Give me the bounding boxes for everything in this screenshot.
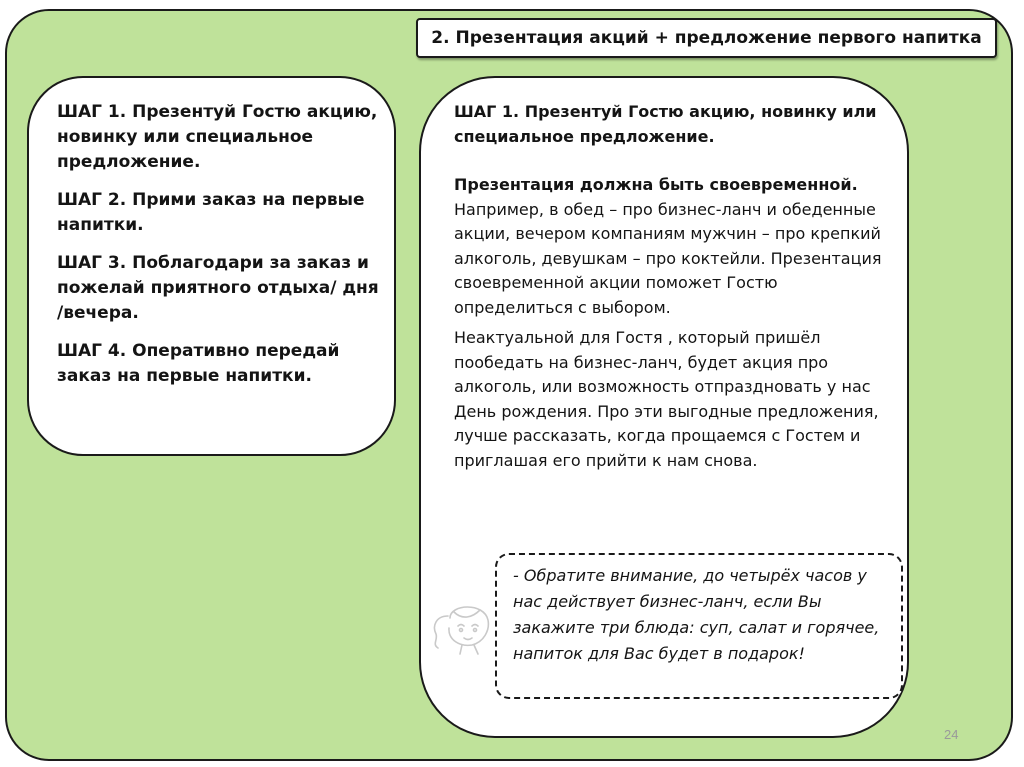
girl-face-icon	[428, 598, 494, 658]
detail-paragraph-1: Например, в обед – про бизнес-ланч и обеденные акции, вечером компаниям мужчин – про крепкий алкоголь, девушкам – про коктейли. Презентация своевременной акции поможет Гостю определиться с выбором.	[454, 199, 882, 317]
detail-paragraph-2: Неактуальной для Гостя , который пришёл пообедать на бизнес-ланч, будет акция про алкоголь, или возможность отпраздновать у нас День рождения. Про эти выгодные предложения, лучше рассказать, когда прощаемся с Гостем и приглашая его прийти к нам снова.	[454, 328, 879, 470]
step-4: ШАГ 4. Оперативно передай заказ на первые напитки.	[57, 341, 340, 386]
detail-subheading: Презентация должна быть своевременной.	[454, 175, 858, 194]
slide-title-box	[416, 18, 997, 58]
step-1: ШАГ 1. Презентуй Гостю акцию, новинку или специальное предложение.	[57, 102, 378, 172]
quote-text: - Обратите внимание, до четырёх часов у нас действует бизнес-ланч, если Вы закажите три блюда: суп, салат и горячее, напиток для Вас будет в подарок!	[513, 566, 880, 663]
page-number: 24	[944, 727, 959, 742]
slide-title: 2. Презентация акций + предложение первого напитка	[431, 28, 982, 48]
step-3: ШАГ 3. Поблагодари за заказ и пожелай приятного отдыха/ дня /вечера.	[57, 253, 379, 323]
quote-speech-box	[495, 553, 903, 699]
steps-summary-box	[27, 76, 396, 456]
step-2: ШАГ 2. Прими заказ на первые напитки.	[57, 190, 365, 235]
detail-heading: ШАГ 1. Презентуй Гостю акцию, новинку или специальное предложение.	[454, 102, 877, 146]
